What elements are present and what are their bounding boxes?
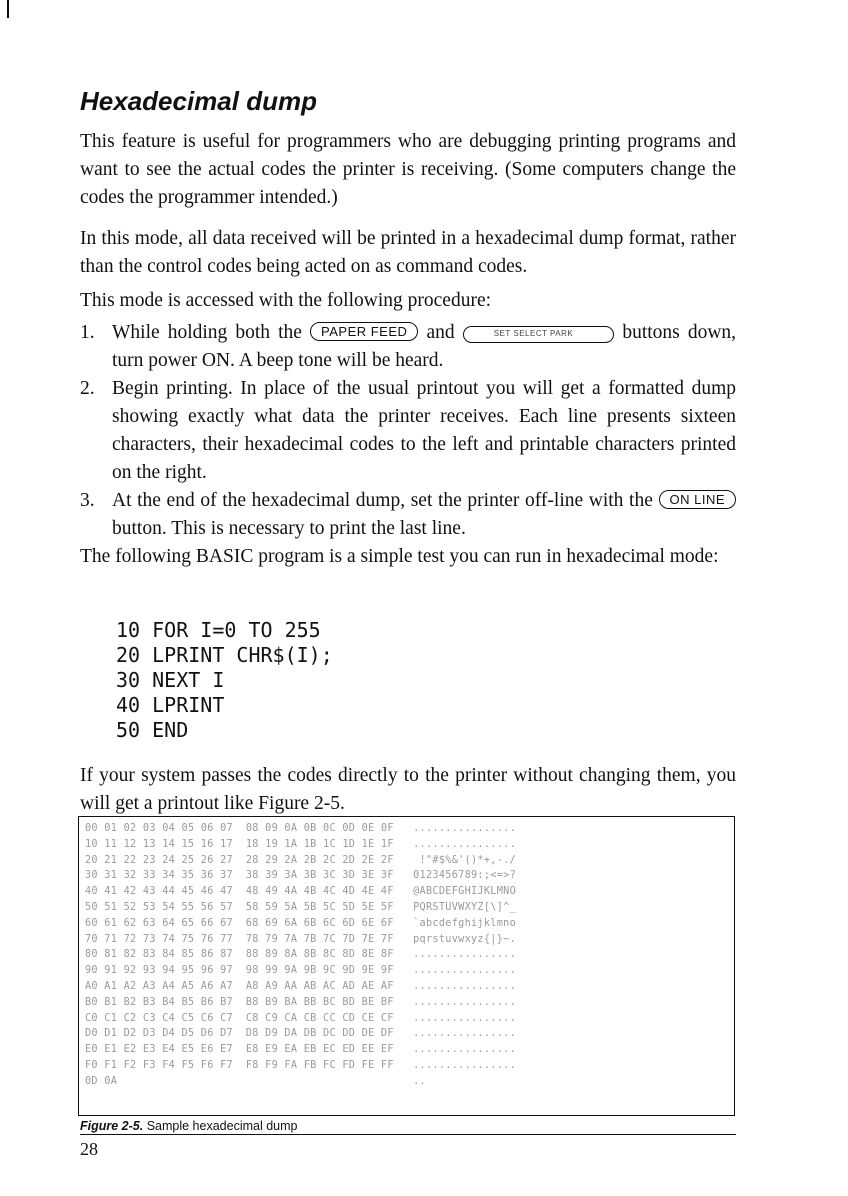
mode-paragraph: In this mode, all data received will be printed in a hexadecimal dump format, rather than the control codes being acted on as command codes. [80, 228, 736, 277]
basic-program [116, 618, 333, 743]
margin-mark [7, 0, 9, 18]
code-line: 50 END [116, 718, 189, 742]
intro-paragraph: This feature is useful for programmers who are debugging printing programs and want to see the actual codes the printer is receiving. (Some computers change the codes the programmer intended.) [80, 131, 736, 208]
on-line-key: ON LINE [659, 490, 737, 509]
figure-label: Figure 2-5. [80, 1119, 144, 1133]
page-number: 28 [80, 1139, 98, 1159]
paper-feed-key: PAPER FEED [310, 322, 418, 341]
step-3 [80, 487, 736, 543]
dump-line: 20 21 22 23 24 25 26 27 28 29 2A 2B 2C 2D 2E 2F !"#$%&'()*+,-./ [85, 854, 517, 866]
set-select-park-key: SET SELECT PARK [463, 326, 615, 343]
dump-line: 0D 0A .. [85, 1075, 426, 1087]
step-number: 3. [80, 490, 95, 511]
dump-line: D0 D1 D2 D3 D4 D5 D6 D7 D8 D9 DA DB DC DD DE DF ................ [85, 1028, 517, 1040]
step-text: and [426, 322, 455, 343]
hex-dump-figure [78, 816, 735, 1116]
code-line: 40 LPRINT [116, 693, 225, 717]
step-text: buttons down, turn power ON. A beep tone will be heard. [112, 322, 737, 371]
dump-line: 40 41 42 43 44 45 46 47 48 49 4A 4B 4C 4D 4E 4F @ABCDEFGHIJKLMNO [85, 886, 517, 898]
dump-line: C0 C1 C2 C3 C4 C5 C6 C7 C8 C9 CA CB CC CD CE CF ................ [85, 1012, 517, 1024]
dump-line: 50 51 52 53 54 55 56 57 58 59 5A 5B 5C 5D 5E 5F PQRSTUVWXYZ[\]^_ [85, 901, 517, 913]
dump-line: 80 81 82 83 84 85 86 87 88 89 8A 8B 8C 8D 8E 8F ................ [85, 949, 517, 961]
figure-caption-text: Sample hexadecimal dump [146, 1119, 298, 1133]
step-1 [80, 319, 736, 375]
step-2 [80, 375, 736, 487]
footer-rule [80, 1134, 736, 1135]
code-line: 30 NEXT I [116, 668, 225, 692]
step-text: At the end of the hexadecimal dump, set the printer off-line with the [112, 490, 653, 511]
dump-line: 90 91 92 93 94 95 96 97 98 99 9A 9B 9C 9D 9E 9F ................ [85, 965, 517, 977]
result-intro-paragraph: If your system passes the codes directly to the printer without changing them, you will get a printout like Figure 2-5. [80, 765, 736, 814]
dump-line: 30 31 32 33 34 35 36 37 38 39 3A 3B 3C 3D 3E 3F 0123456789:;<=>? [85, 870, 517, 882]
access-paragraph: This mode is accessed with the following procedure: [80, 290, 492, 311]
code-line: 20 LPRINT CHR$(I); [116, 643, 333, 667]
step-number: 2. [80, 378, 95, 399]
code-line: 10 FOR I=0 TO 255 [116, 618, 321, 642]
step-number: 1. [80, 322, 95, 343]
dump-line: 70 71 72 73 74 75 76 77 78 79 7A 7B 7C 7D 7E 7F pqrstuvwxyz{|}~. [85, 933, 517, 945]
procedure-list [80, 319, 736, 543]
section-heading: Hexadecimal dump [80, 86, 317, 116]
figure-caption [80, 1119, 297, 1133]
basic-intro-paragraph: The following BASIC program is a simple test you can run in hexadecimal mode: [80, 546, 719, 567]
dump-line: E0 E1 E2 E3 E4 E5 E6 E7 E8 E9 EA EB EC ED EE EF ................ [85, 1044, 517, 1056]
dump-line: 60 61 62 63 64 65 66 67 68 69 6A 6B 6C 6D 6E 6F `abcdefghijklmno [85, 917, 517, 929]
step-text: button. This is necessary to print the last line. [112, 518, 466, 539]
hex-dump-output [85, 821, 516, 1090]
dump-line: A0 A1 A2 A3 A4 A5 A6 A7 A8 A9 AA AB AC AD AE AF ................ [85, 980, 517, 992]
dump-line: 10 11 12 13 14 15 16 17 18 19 1A 1B 1C 1D 1E 1F ................ [85, 838, 517, 850]
dump-line: F0 F1 F2 F3 F4 F5 F6 F7 F8 F9 FA FB FC FD FE FF ................ [85, 1059, 517, 1071]
dump-line: 00 01 02 03 04 05 06 07 08 09 0A 0B 0C 0D 0E 0F ................ [85, 823, 517, 834]
step-text: Begin printing. In place of the usual printout you will get a formatted dump showing exactly what data the printer receives. Each line presents sixteen characters, their hexadecimal codes to the left and printable characters printed on the right. [112, 378, 736, 483]
step-text: While holding both the [112, 322, 302, 343]
dump-line: B0 B1 B2 B3 B4 B5 B6 B7 B8 B9 BA BB BC BD BE BF ................ [85, 996, 517, 1008]
